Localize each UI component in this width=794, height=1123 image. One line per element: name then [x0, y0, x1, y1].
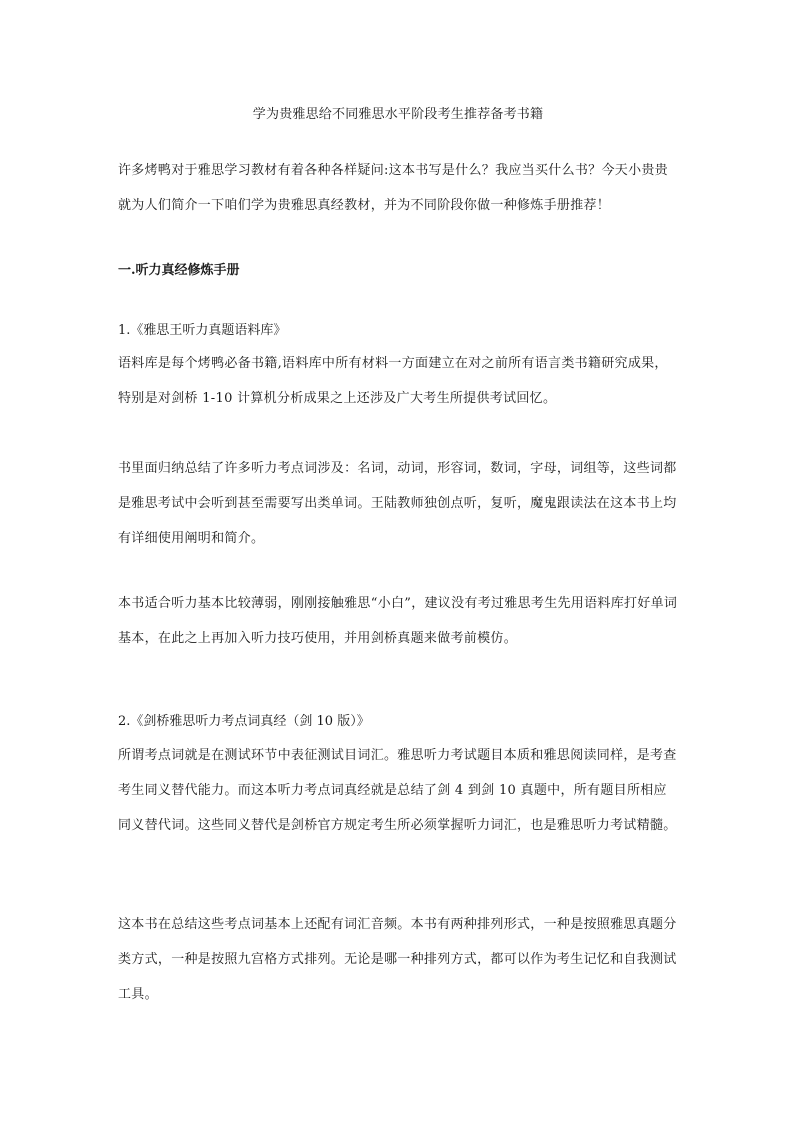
book1-paragraph-2: 书里面归纳总结了许多听力考点词涉及：名词，动词，形容词，数词，字母，词组等，这些词都是雅思考试中会听到甚至需要写出类单词。王陆教师独创点听，复听，魔鬼跟读法在这本书上均有详细使用阐明和简介。 [118, 461, 677, 546]
book1-paragraph-1: 语料库是每个烤鸭必备书籍,语料库中所有材料一方面建立在对之前所有语言类书籍研究成果，特别是对剑桥 1-10 计算机分析成果之上还涉及广大考生所提供考试回忆。 [118, 356, 668, 406]
book2-paragraph-2: 这本书在总结这些考点词基本上还配有词汇音频。本书有两种排列形式，一种是按照雅思真题分类方式，一种是按照九宫格方式排列。无论是哪一种排列方式，都可以作为考生记忆和自我测试工具。 [118, 917, 677, 1002]
book2-title: 2.《剑桥雅思听力考点词真经（剑 10 版）》 [118, 714, 370, 729]
section-heading-listening: 一.听力真经修炼手册 [118, 263, 240, 278]
intro-paragraph: 许多烤鸭对于雅思学习教材有着各种各样疑问:这本书写是什么？我应当买什么书？今天小贵贵就为人们简介一下咱们学为贵雅思真经教材，并为不同阶段你做一种修炼手册推荐！ [118, 163, 668, 213]
book2-paragraph-1: 所谓考点词就是在测试环节中表征测试目词汇。雅思听力考试题目本质和雅思阅读同样，是考查考生同义替代能力。而这本听力考点词真经就是总结了剑 4 到剑 10 真题中，所有题目所相应同义替代词。这些同义替代是剑桥官方规定考生所必须掌握听力词汇，也是雅思听力考试精髓。 [118, 748, 677, 833]
book1-paragraph-3: 本书适合听力基本比较薄弱，刚刚接触雅思“小白”，建议没有考过雅思考生先用语料库打好单词基本，在此之上再加入听力技巧使用，并用剑桥真题来做考前模仿。 [118, 596, 678, 646]
document-title: 学为贵雅思给不同雅思水平阶段考生推荐备考书籍 [252, 107, 544, 122]
book1-title: 1.《雅思王听力真题语料库》 [118, 323, 287, 338]
